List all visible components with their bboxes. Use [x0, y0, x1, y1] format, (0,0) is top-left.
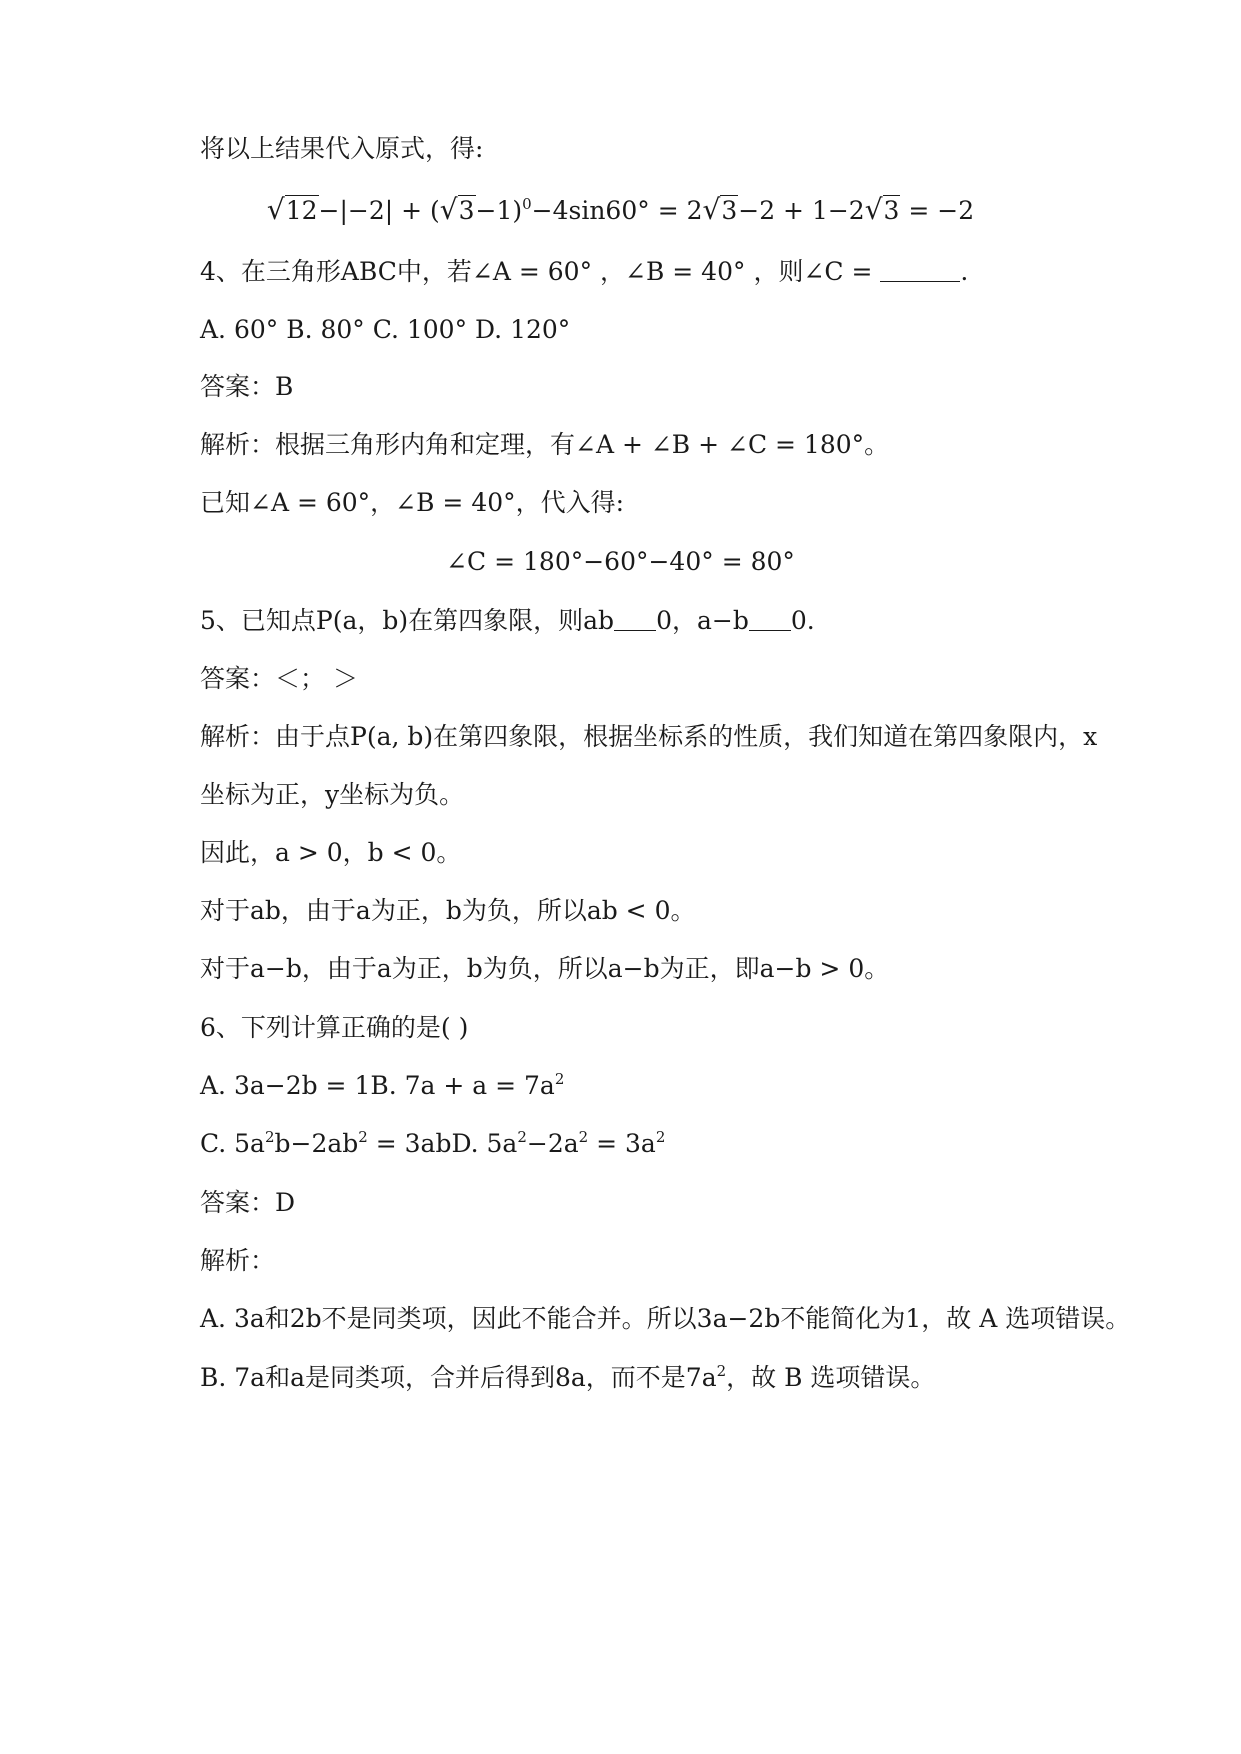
- question-4: 4、在三角形ABC中，若∠A = 60° ，∠B = 40° ，则∠C = .: [200, 257, 969, 286]
- answer-blank: [614, 608, 656, 631]
- text-line: 对于a−b，由于a为正，b为负，所以a−b为正，即a−b > 0。: [200, 954, 890, 983]
- answer-line: 答案：D: [200, 1188, 296, 1217]
- analysis-line: 解析：: [200, 1246, 276, 1275]
- text-line: B. 7a和a是同类项，合并后得到8a，而不是$7a^2$，故 B 选项错误。: [200, 1362, 936, 1392]
- sqrt-symbol: √3: [702, 193, 738, 226]
- question-6-options: C. $5a^2b-2ab^2 = 3abD$. $5a^2-2a^2 = 3a^2$: [200, 1128, 666, 1158]
- text-line: 将以上结果代入原式，得:: [200, 134, 484, 163]
- analysis-line: 解析：由于点P(a, b)在第四象限，根据坐标系的性质，我们知道在第四象限内，x: [200, 722, 1098, 751]
- text-line: 因此，a > 0，b < 0。: [200, 838, 462, 867]
- question-4-options: A. 60° B. 80° C. 100° D. 120°: [200, 315, 571, 344]
- answer-blank: [749, 608, 791, 631]
- sqrt-symbol: √3: [439, 193, 475, 226]
- formula-line: ∠C = 180°−60°−40° = 80°: [446, 547, 795, 576]
- text-line: 坐标为正，y坐标为负。: [200, 780, 465, 809]
- question-5: 5、已知点P(a，b)在第四象限，则ab 0，a−b 0.: [200, 606, 815, 635]
- answer-line: 答案：B: [200, 372, 294, 401]
- answer-blank: [880, 259, 960, 282]
- text-line: 对于ab，由于a为正，b为负，所以ab < 0。: [200, 896, 696, 925]
- sqrt-symbol: √3: [864, 193, 900, 226]
- question-6: 6、下列计算正确的是( ): [200, 1013, 469, 1042]
- text-line: A. 3a和2b不是同类项，因此不能合并。所以3a−2b不能简化为1，故 A 选项错误。: [200, 1304, 1131, 1333]
- answer-line: 答案：＜； ＞: [200, 664, 358, 693]
- formula-line: $√12-|-2| + (√3-1)^0-4\sin 60^\circ = 2√3-2 + 1-2√3 = -2$: [266, 193, 975, 226]
- sqrt-symbol: √12: [266, 193, 318, 226]
- question-6-options: A. 3a−2b = 1B. $7a + a = 7a^2$: [200, 1070, 565, 1100]
- analysis-line: 解析：根据三角形内角和定理，有∠A + ∠B + ∠C = 180°。: [200, 430, 890, 459]
- text-line: 已知∠A = 60°，∠B = 40°，代入得:: [200, 488, 625, 517]
